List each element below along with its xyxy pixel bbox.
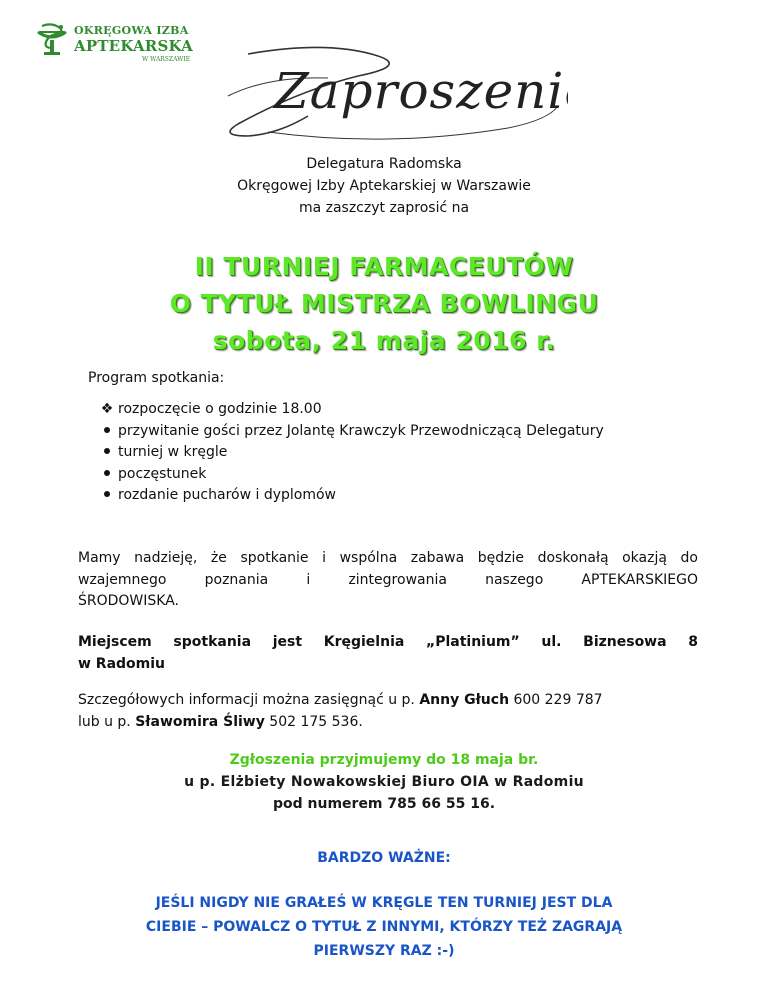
registration-block	[0, 749, 768, 815]
hope-line-2: wzajemnego poznania i zintegrowania naszego APTEKARSKIEGO	[78, 571, 698, 588]
program-item-text: turniej w kręgle	[118, 444, 228, 460]
registration-phone: pod numerem 785 66 55 16.	[272, 796, 496, 812]
hope-line-1: Mamy nadzieję, że spotkanie i wspólna zabawa będzie doskonałą okazją do	[78, 550, 698, 566]
zaproszenie-title	[208, 36, 568, 146]
registration-contact: u p. Elżbiety Nowakowskiej Biuro OIA w Radomiu	[184, 774, 584, 790]
dot-bullet-icon	[100, 421, 114, 443]
place-line-1: Miejscem spotkania jest Kręgielnia „Platinium” ul. Biznesowa 8	[78, 634, 698, 650]
program-item-text: rozpoczęcie o godzinie 18.00	[118, 401, 322, 417]
info-paragraph	[78, 690, 698, 733]
info-line-1	[78, 690, 698, 712]
list-item	[78, 399, 678, 421]
headline-line-2: O TYTUŁ MISTRZA BOWLINGU	[169, 289, 599, 318]
intro-line-1: Delegatura Radomska	[306, 156, 462, 172]
important-message	[0, 891, 768, 963]
program-item-text: poczęstunek	[118, 465, 207, 482]
program-list	[78, 399, 678, 507]
important-title: BARDZO WAŻNE:	[317, 850, 451, 866]
place-line-2: w Radomiu	[78, 655, 166, 672]
program-item-text: rozdanie pucharów i dyplomów	[118, 487, 336, 503]
dot-bullet-icon	[100, 442, 114, 464]
intro-block	[0, 153, 768, 219]
zaproszenie-text: Zaproszenie	[274, 62, 568, 120]
headline-date: sobota, 21 maja 2016 r.	[212, 326, 556, 355]
dot-bullet-icon	[100, 485, 114, 507]
logo-line-3: W WARSZAWIE	[142, 56, 191, 63]
logo-line-2: APTEKARSKA	[74, 37, 193, 55]
contact-name-2: Sławomira Śliwy	[135, 713, 265, 730]
intro-line-3: ma zaszczyt zaprosić na	[298, 200, 470, 216]
contact-phone-2: 502 175 536.	[264, 713, 363, 730]
list-item	[78, 442, 678, 464]
dot-bullet-icon	[100, 464, 114, 486]
info-prefix-2: lub u p.	[78, 713, 136, 730]
oia-logo	[34, 18, 194, 62]
hope-paragraph	[78, 548, 698, 613]
important-line-3: PIERWSZY RAZ :-)	[313, 943, 455, 959]
logo-line-1: OKRĘGOWA IZBA	[74, 24, 189, 37]
program-item-text: przywitanie gości przez Jolantę Krawczyk Przewodniczącą Delegatury	[118, 422, 604, 439]
program-title: Program spotkania:	[88, 370, 225, 386]
list-item	[78, 485, 678, 507]
place-paragraph	[78, 632, 698, 675]
info-line-2	[78, 712, 698, 734]
contact-phone-1: 600 229 787	[509, 692, 603, 708]
bowl-of-hygieia-icon	[34, 20, 70, 60]
headline-line-1: II TURNIEJ FARMACEUTÓW	[194, 252, 574, 281]
list-item	[78, 464, 678, 486]
diamond-bullet-icon: ❖	[100, 401, 114, 417]
important-line-1: JEŚLI NIGDY NIE GRAŁEŚ W KRĘGLE TEN TURNIEJ JEST DLA	[155, 895, 613, 911]
event-headline	[0, 248, 768, 359]
contact-name-1: Anny Głuch	[419, 692, 510, 708]
intro-line-2: Okręgowej Izby Aptekarskiej w Warszawie	[237, 178, 531, 194]
important-line-2: CIEBIE – POWALCZ O TYTUŁ Z INNYMI, KTÓRZY TEŻ ZAGRAJĄ	[145, 919, 623, 935]
list-item	[78, 421, 678, 443]
hope-line-3: ŚRODOWISKA.	[78, 593, 180, 609]
registration-deadline: Zgłoszenia przyjmujemy do 18 maja br.	[229, 752, 539, 768]
info-prefix-1: Szczegółowych informacji można zasięgnąć u p.	[78, 692, 420, 708]
